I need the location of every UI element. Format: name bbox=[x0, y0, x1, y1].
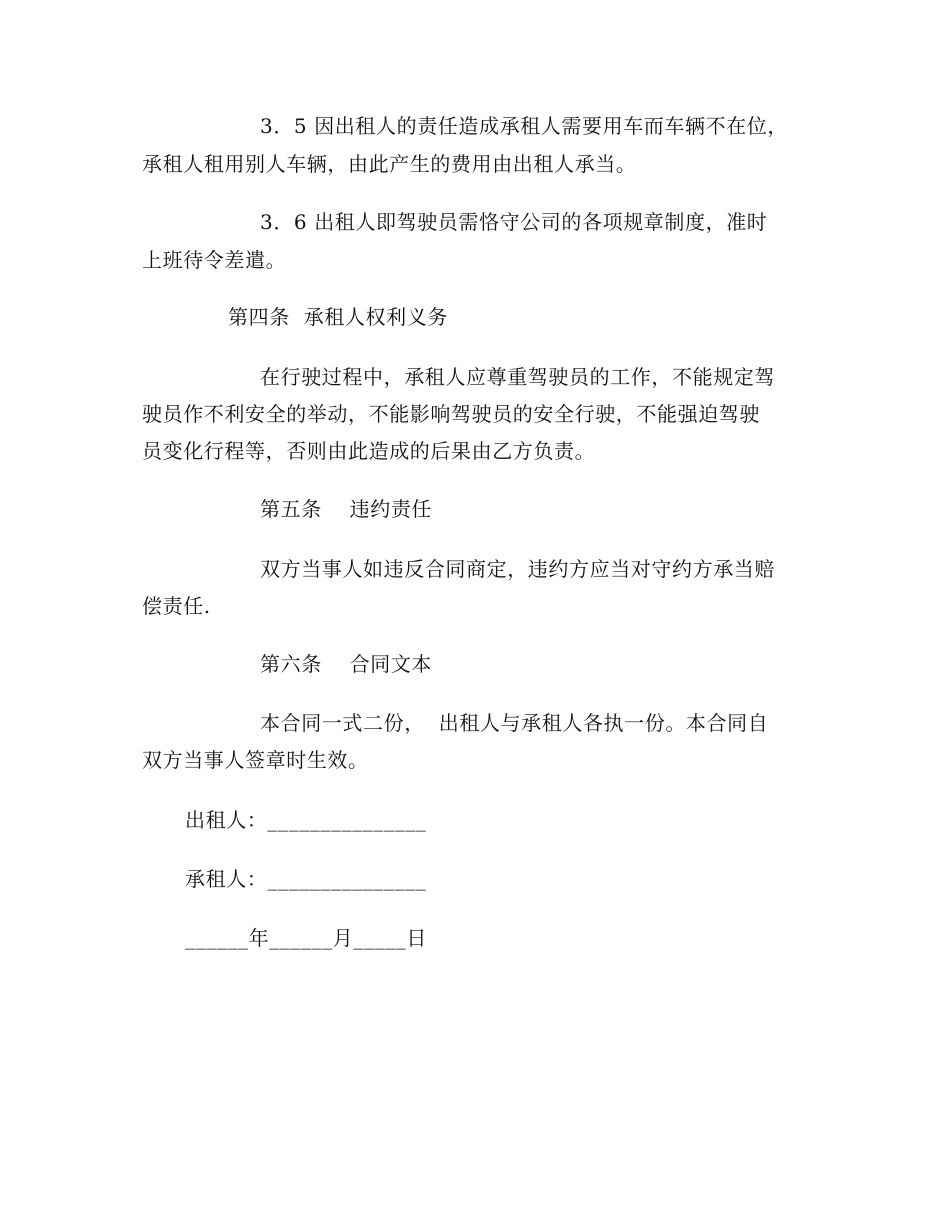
article-4-line-3: 员变化行程等，否则由此造成的后果由乙方负责。 bbox=[142, 439, 596, 463]
article-6-heading: 第六条 合同文本 bbox=[260, 652, 433, 676]
article-4-line-1: 在行驶过程中，承租人应尊重驾驶员的工作，不能规定驾 bbox=[260, 365, 775, 389]
article-5-line-1: 双方当事人如违反合同商定，违约方应当对守约方承当赔 bbox=[260, 557, 775, 581]
clause-3-6-line-2: 上班待令差遣。 bbox=[142, 248, 287, 272]
article-6-line-1: 本合同一式二份， 出租人与承租人各执一份。本合同自 bbox=[260, 711, 769, 735]
article-5-line-2: 偿责任. bbox=[142, 594, 211, 618]
article-4-line-2: 驶员作不利安全的举动，不能影响驾驶员的安全行驶，不能强迫驾驶 bbox=[142, 402, 760, 426]
article-5-heading: 第五条 违约责任 bbox=[260, 497, 433, 521]
lessee-signature-line: 承租人：_______________ bbox=[185, 867, 427, 891]
article-6-line-2: 双方当事人签章时生效。 bbox=[142, 748, 369, 772]
clause-3-5-line-2: 承租人租用别人车辆，由此产生的费用由出租人承当。 bbox=[142, 152, 637, 176]
signature-date-line: ______年______月_____日 bbox=[185, 926, 427, 950]
lessor-signature-line: 出租人：_______________ bbox=[185, 808, 427, 832]
clause-3-5-line-1: 3．5 因出租人的责任造成承租人需要用车而车辆不在位， bbox=[260, 114, 789, 138]
article-4-heading: 第四条 承租人权利义务 bbox=[228, 305, 448, 329]
clause-3-6-line-1: 3．6 出租人即驾驶员需恪守公司的各项规章制度，准时 bbox=[260, 210, 768, 234]
